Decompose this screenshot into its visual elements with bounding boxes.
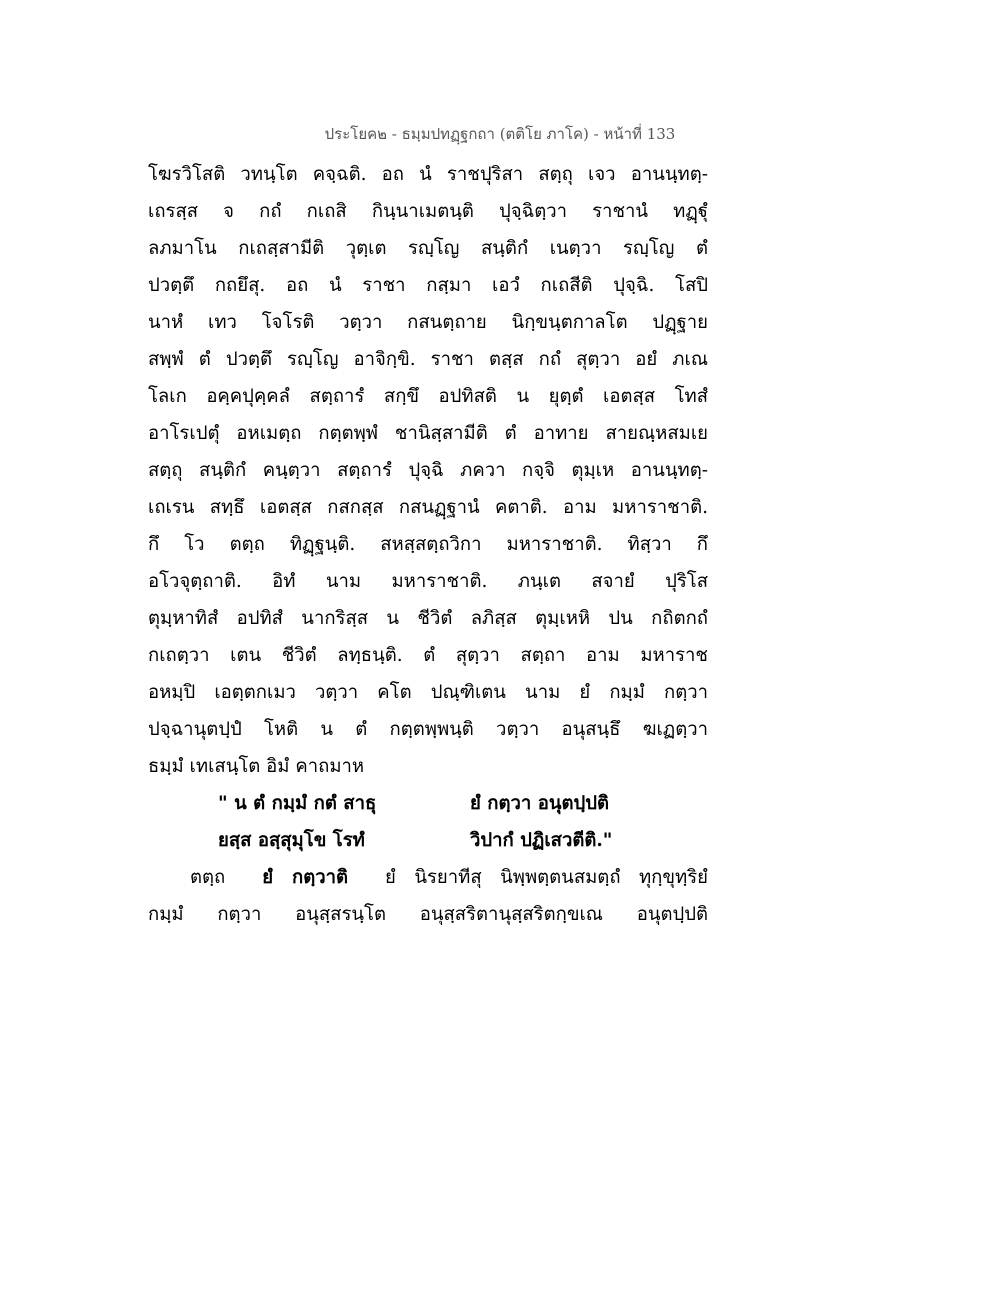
text-line: ปจฺฉานุตปฺปํ โหติ น ตํ กตฺตพฺพนฺติ วตฺวา อนุสนฺธึ ฆเฏตฺวา xyxy=(148,719,708,740)
commentary-term: ยํ กตฺวาติ xyxy=(262,867,349,888)
commentary-text: ยํ นิรยาทีสุ นิพฺพตฺตนสมตฺถํ ทุกฺขุทฺริยํ xyxy=(385,867,708,888)
text-line: สพฺพํ ตํ ปวตฺตึ รญฺโญ อาจิกฺขิ. ราชา ตสฺส กถํ สุตฺวา อยํ ภเณ xyxy=(148,349,708,370)
text-line: ปวตฺตึ กถยึสุ. อถ นํ ราชา กสฺมา เอวํ กเถสีติ ปุจฺฉิ. โสปิ xyxy=(148,275,708,296)
verse-line1-right: ยํ กตฺวา อนุตปฺปติ xyxy=(470,793,609,814)
verse-line1-left: " น ตํ กมฺมํ กตํ สาธุ xyxy=(218,793,377,814)
text-line: ตุมฺหาทิสํ อปทิสํ นากริสฺส น ชีวิตํ ลภิสฺส ตุมฺเหหิ ปน กถิตกถํ xyxy=(148,608,708,629)
text-line: กเถตฺวา เตน ชีวิตํ ลทฺธนฺติ. ตํ สุตฺวา สตฺถา อาม มหาราช xyxy=(148,645,708,666)
text-line: อหมฺปิ เอตฺตกเมว วตฺวา คโต ปณฺฑิเตน นาม ยํ กมฺมํ กตฺวา xyxy=(148,682,708,703)
verse-line xyxy=(148,785,708,822)
running-header: ประโยค๒ - ธมฺมปทฏฺฐกถา (ตติโย ภาโค) - หน้าที่ 133 xyxy=(324,125,676,143)
text-line: โฆรวิโสติ วทนฺโต คจฺฉติ. อถ นํ ราชปุริสา สตฺถุ เจว อานนฺทตฺ- xyxy=(148,164,708,185)
text-line: เถรสฺส จ กถํ กเถสิ กินฺนาเมตนฺติ ปุจฺฉิตฺวา ราชานํ ทฏฺฐุํ xyxy=(148,201,708,222)
text-line: อโวจุตฺถาติ. อิทํ นาม มหาราชาติ. ภนฺเต สจายํ ปุริโส xyxy=(148,571,708,592)
text-line: โลเก อคฺคปุคฺคลํ สตฺถารํ สกฺขึ อปทิสติ น ยุตฺตํ เอตสฺส โทสํ xyxy=(148,386,708,407)
text-line: อาโรเปตุํ อหเมตฺถ กตฺตพฺพํ ชานิสฺสามีติ ตํ อาทาย สายณฺหสมเย xyxy=(148,423,708,444)
commentary-line: กมฺมํ กตฺวา อนุสฺสรนฺโต อนุสฺสริตานุสฺสริตกฺขเณ อนุตปฺปติ xyxy=(148,904,708,925)
text-line: กึ โว ตตฺถ ทิฏฺฐนฺติ. สหสฺสตฺถวิกา มหาราชาติ. ทิสฺวา กึ xyxy=(148,534,708,555)
commentary-line xyxy=(148,859,708,896)
verse-line2-right: วิปากํ ปฏิเสวตีติ." xyxy=(470,830,613,851)
text-line: ธมฺมํ เทเสนฺโต อิมํ คาถมาห xyxy=(148,756,365,777)
text-line: เถเรน สทฺธึ เอตสฺส กสกสฺส กสนฏฺฐานํ คตาติ. อาม มหาราชาติ. xyxy=(148,497,708,518)
body-text xyxy=(148,156,708,933)
verse-line xyxy=(148,822,708,859)
text-line: ลภมาโน กเถสฺสามีติ วุตฺเต รญฺโญ สนฺติกํ เนตฺวา รญฺโญ ตํ xyxy=(148,238,708,259)
verse-line2-left: ยสฺส อสฺสุมุโข โรทํ xyxy=(218,830,365,851)
text-line: สตฺถุ สนฺติกํ คนฺตฺวา สตฺถารํ ปุจฺฉิ ภควา กจฺจิ ตุมฺเห อานนฺทตฺ- xyxy=(148,460,708,481)
commentary-intro: ตตฺถ xyxy=(190,867,226,888)
text-line: นาหํ เทว โจโรติ วตฺวา กสนตฺถาย นิกฺขนฺตกาลโต ปฏฺฐาย xyxy=(148,312,708,333)
